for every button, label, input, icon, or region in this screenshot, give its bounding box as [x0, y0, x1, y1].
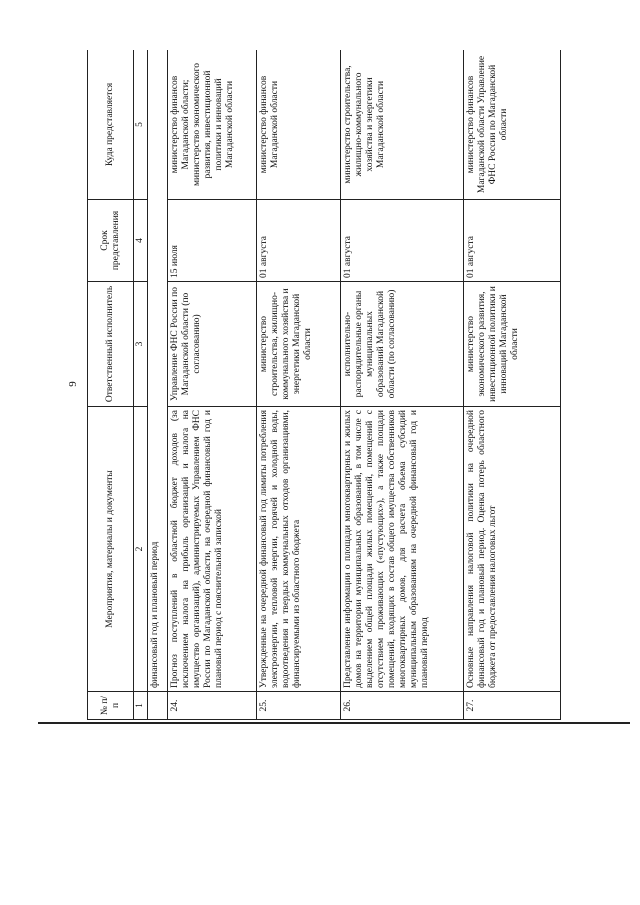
rotated-page-content: [87, 50, 561, 720]
row-recipient: министерство строительства, жилищно-коммунального хозяйства и энергетики Магаданской области: [341, 50, 463, 200]
header-num: № п/п: [88, 692, 134, 720]
rotated-table-area: [87, 50, 561, 720]
row-number: 25.: [256, 692, 340, 720]
header-event: Мероприятия, материалы и документы: [88, 407, 134, 692]
row-executor: министерство строительства, жилищно-коммунального хозяйства и энергетики Магаданской области: [256, 282, 340, 407]
row-deadline: 01 августа: [256, 200, 340, 282]
header-recipient: Куда представляется: [88, 50, 134, 200]
column-number: 5: [134, 50, 148, 200]
table-row: [256, 50, 340, 720]
row-deadline: 01 августа: [341, 200, 463, 282]
row-recipient: министерство финансов Магаданской области Управление ФНС России по Магаданской области: [463, 50, 560, 200]
header-deadline: Срок представления: [88, 200, 134, 282]
column-number: 2: [134, 407, 148, 692]
row-recipient: министерство финансов Магаданской области; министерство экономического развития, инвестиционной политики и инноваций Магаданской области: [168, 50, 257, 200]
page-divider: [38, 722, 630, 724]
row-number: 24.: [168, 692, 257, 720]
section-row: [148, 50, 168, 720]
section-title: финансовый год и плановый период: [148, 50, 168, 692]
row-deadline: 15 июля: [168, 200, 257, 282]
page-number: 9: [66, 381, 79, 387]
column-number: 4: [134, 200, 148, 282]
row-deadline: 01 августа: [463, 200, 560, 282]
row-recipient: министерство финансов Магаданской области: [256, 50, 340, 200]
column-number-row: [134, 50, 148, 720]
events-table: [87, 50, 561, 720]
row-number: 27.: [463, 692, 560, 720]
row-number: 26.: [341, 692, 463, 720]
row-executor: Управление ФНС России по Магаданской области (по согласованию): [168, 282, 257, 407]
column-number: 3: [134, 282, 148, 407]
header-row: [88, 50, 134, 720]
table-row: [168, 50, 257, 720]
row-executor: исполнительно-распорядительные органы муниципальных образований Магаданской области (по согласованию): [341, 282, 463, 407]
row-executor: министерство экономического развития, инвестиционной политики и инноваций Магаданской области: [463, 282, 560, 407]
header-executor: Ответственный исполнитель: [88, 282, 134, 407]
column-number: 1: [134, 692, 148, 720]
table-row: [463, 50, 560, 720]
table-row: [341, 50, 463, 720]
row-event: Прогноз поступлений в областной бюджет доходов (за исключением налога на прибыль организаций и налога на имущество организаций), администрируемых Управлением ФНС России по Магаданской области, на очередной финансовый год и плановый период с пояснительной запиской: [168, 407, 257, 692]
row-event: Представление информации о площади многоквартирных и жилых домов на территории муниципальных образований, в том числе с выделением общей площади жилых помещений, помещений с отсутствием проживающих («пустующих»), а также площади помещений, входящих в состав общего имущества собственников многоквартирных домов, для расчета объема субсидий муниципальным образованиям на очередной финансовый год и плановый период: [341, 407, 463, 692]
row-event: Основные направления налоговой политики на очередной финансовый год и плановый период. Оценка потерь областного бюджета от предоставления налоговых льгот: [463, 407, 560, 692]
section-num-cell: [148, 692, 168, 720]
row-event: Утвержденные на очередной финансовый год лимиты потребления электроэнергии, тепловой энергии, горячей и холодной воды, водоотведения и твердых коммунальных отходов организациями, финансируемыми из областного бюджета: [256, 407, 340, 692]
